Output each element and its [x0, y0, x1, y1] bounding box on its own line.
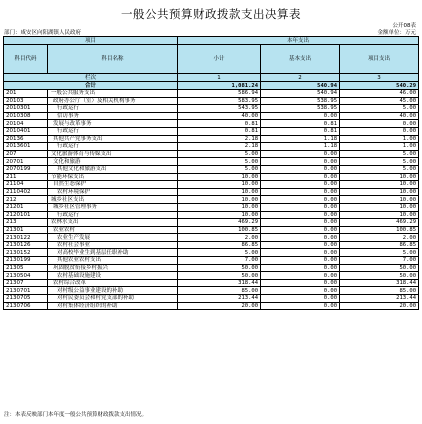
row-basic: 0.00	[261, 196, 340, 204]
row-subtotal: 85.00	[178, 287, 261, 295]
table-row	[4, 279, 419, 287]
row-basic: 0.00	[261, 181, 340, 189]
header-item: 项目	[4, 37, 178, 45]
row-project: 1.00	[340, 135, 419, 143]
table-row	[4, 287, 419, 295]
row-code: 211	[4, 173, 48, 181]
row-basic: 0.00	[261, 272, 340, 280]
row-subtotal: 40.00	[178, 112, 261, 120]
table-row	[4, 295, 419, 303]
row-project: 50.00	[340, 272, 419, 280]
table-row	[4, 158, 419, 166]
row-subtotal: 10.00	[178, 211, 261, 219]
row-subtotal: 586.94	[178, 90, 261, 98]
row-subtotal: 10.00	[178, 188, 261, 196]
row-code: 2130504	[4, 272, 48, 280]
table-row	[4, 249, 419, 257]
row-code: 20104	[4, 120, 48, 128]
row-name: 自然生态保护	[48, 181, 178, 189]
row-project: 318.44	[340, 279, 419, 287]
row-name: 行政运行	[48, 143, 178, 151]
col-1: 1	[178, 74, 261, 82]
row-project: 0.00	[340, 127, 419, 135]
row-basic: 0.00	[261, 158, 340, 166]
table-row	[4, 120, 419, 128]
col-2: 2	[261, 74, 340, 82]
row-subtotal: 0.81	[178, 127, 261, 135]
table-row	[4, 302, 419, 310]
row-code: 21201	[4, 203, 48, 211]
row-name: 发展与改革事务	[48, 120, 178, 128]
row-name: 其他共产党事务支出	[48, 135, 178, 143]
header-current: 本年支出	[178, 37, 419, 45]
row-name: 城乡社区管理事务	[48, 203, 178, 211]
row-project: 1.00	[340, 143, 419, 151]
unit-label: 金额单位：万元	[377, 30, 416, 36]
row-project: 5.00	[340, 158, 419, 166]
row-code: 2130122	[4, 234, 48, 242]
row-name: 农村环境保护	[48, 188, 178, 196]
form-number: 公开08表	[392, 23, 416, 29]
row-project: 0.00	[340, 120, 419, 128]
table-row	[4, 188, 419, 196]
row-name: 对村集体经济组织的补助	[48, 302, 178, 310]
row-subtotal: 10.00	[178, 196, 261, 204]
expenditure-table	[3, 36, 419, 310]
row-name: 农村综合改革	[48, 279, 178, 287]
table-row	[4, 196, 419, 204]
row-subtotal: 10.00	[178, 203, 261, 211]
row-basic: 1.18	[261, 143, 340, 151]
header-project: 项目支出	[340, 45, 419, 74]
row-name: 城乡社区支出	[48, 196, 178, 204]
row-name: 行政运行	[48, 105, 178, 113]
row-project: 10.00	[340, 196, 419, 204]
row-name: 一般公共服务支出	[48, 90, 178, 98]
row-code: 2130705	[4, 295, 48, 303]
row-subtotal: 5.00	[178, 249, 261, 257]
table-row	[4, 203, 419, 211]
row-project: 5.00	[340, 150, 419, 158]
header-row-1	[4, 37, 419, 45]
total-project: 540.29	[340, 82, 419, 90]
row-basic: 0.00	[261, 302, 340, 310]
row-subtotal: 5.00	[178, 158, 261, 166]
row-code: 21104	[4, 181, 48, 189]
row-code: 2130199	[4, 257, 48, 265]
row-code: 2130706	[4, 302, 48, 310]
row-code: 2013601	[4, 143, 48, 151]
row-name: 文化和旅游	[48, 158, 178, 166]
table-body	[4, 37, 419, 310]
row-name: 信访事务	[48, 112, 178, 120]
row-subtotal: 583.95	[178, 97, 261, 105]
row-project: 5.00	[340, 165, 419, 173]
row-code: 213	[4, 219, 48, 227]
header-subtotal: 小计	[178, 45, 261, 74]
row-subtotal: 2.18	[178, 143, 261, 151]
row-code: 2010401	[4, 127, 48, 135]
table-row	[4, 241, 419, 249]
row-basic: 0.00	[261, 226, 340, 234]
row-code: 2070199	[4, 165, 48, 173]
row-name: 节能环保支出	[48, 173, 178, 181]
row-code: 207	[4, 150, 48, 158]
row-subtotal: 50.00	[178, 264, 261, 272]
row-name: 其他农业农村支出	[48, 257, 178, 265]
row-name: 其他文化和旅游支出	[48, 165, 178, 173]
column-number-row	[4, 74, 419, 82]
table-row	[4, 173, 419, 181]
row-name: 对村级公益事业建设的补助	[48, 287, 178, 295]
col-label: 栏次	[4, 74, 178, 82]
footnote: 注：本表反映部门本年度一般公共预算财政拨款支出情况。	[4, 412, 148, 418]
row-basic: 0.00	[261, 234, 340, 242]
table-row	[4, 181, 419, 189]
row-project: 100.85	[340, 226, 419, 234]
row-code: 20103	[4, 97, 48, 105]
row-project: 45.00	[340, 97, 419, 105]
total-row	[4, 82, 419, 90]
row-project: 2.00	[340, 234, 419, 242]
table-row	[4, 226, 419, 234]
row-basic: 0.00	[261, 173, 340, 181]
row-basic: 0.00	[261, 295, 340, 303]
row-project: 5.00	[340, 249, 419, 257]
row-project: 85.00	[340, 287, 419, 295]
header-basic: 基本支出	[261, 45, 340, 74]
row-subtotal: 0.81	[178, 120, 261, 128]
table-row	[4, 105, 419, 113]
row-code: 2110402	[4, 188, 48, 196]
row-basic: 538.95	[261, 97, 340, 105]
row-code: 20136	[4, 135, 48, 143]
table-row	[4, 143, 419, 151]
row-basic: 1.18	[261, 135, 340, 143]
row-code: 201	[4, 90, 48, 98]
row-basic: 0.00	[261, 249, 340, 257]
table-row	[4, 90, 419, 98]
row-code: 2010308	[4, 112, 48, 120]
row-basic: 0.00	[261, 203, 340, 211]
row-basic: 0.00	[261, 211, 340, 219]
row-name: 农业农村	[48, 226, 178, 234]
row-name: 农村基础设施建设	[48, 272, 178, 280]
table-row	[4, 150, 419, 158]
row-code: 20701	[4, 158, 48, 166]
row-name: 农林水支出	[48, 219, 178, 227]
row-project: 46.00	[340, 90, 419, 98]
total-basic: 540.94	[261, 82, 340, 90]
table-row	[4, 219, 419, 227]
row-name: 农业生产发展	[48, 234, 178, 242]
row-basic: 0.00	[261, 264, 340, 272]
row-code: 2130701	[4, 287, 48, 295]
row-basic: 0.00	[261, 241, 340, 249]
table-row	[4, 272, 419, 280]
row-project: 40.00	[340, 112, 419, 120]
row-name: 农村社会事业	[48, 241, 178, 249]
table-row	[4, 211, 419, 219]
row-project: 5.00	[340, 105, 419, 113]
table-row	[4, 257, 419, 265]
row-subtotal: 213.44	[178, 295, 261, 303]
row-subtotal: 100.85	[178, 226, 261, 234]
row-project: 10.00	[340, 203, 419, 211]
row-subtotal: 7.00	[178, 257, 261, 265]
row-code: 2130126	[4, 241, 48, 249]
row-basic: 0.81	[261, 120, 340, 128]
row-project: 10.00	[340, 173, 419, 181]
table-row	[4, 127, 419, 135]
table-row	[4, 234, 419, 242]
row-subtotal: 2.00	[178, 234, 261, 242]
row-subtotal: 5.00	[178, 150, 261, 158]
row-name: 对村民委员会和村党支部的补助	[48, 295, 178, 303]
row-project: 10.00	[340, 181, 419, 189]
row-basic: 0.00	[261, 165, 340, 173]
row-name: 文化旅游体育与传媒支出	[48, 150, 178, 158]
row-project: 10.00	[340, 188, 419, 196]
row-project: 50.00	[340, 264, 419, 272]
row-project: 7.00	[340, 257, 419, 265]
row-code: 21307	[4, 279, 48, 287]
row-subtotal: 318.44	[178, 279, 261, 287]
row-code: 2130152	[4, 249, 48, 257]
row-project: 213.44	[340, 295, 419, 303]
row-basic: 538.95	[261, 105, 340, 113]
total-label: 合计	[4, 82, 178, 90]
row-name: 行政运行	[48, 211, 178, 219]
table-row	[4, 97, 419, 105]
row-basic: 0.00	[261, 279, 340, 287]
col-3: 3	[340, 74, 419, 82]
row-basic: 0.00	[261, 188, 340, 196]
row-name: 行政运行	[48, 127, 178, 135]
header-row-2	[4, 45, 419, 74]
row-project: 86.85	[340, 241, 419, 249]
row-code: 2120101	[4, 211, 48, 219]
meta-row	[4, 28, 416, 35]
row-basic: 0.00	[261, 112, 340, 120]
row-subtotal: 5.00	[178, 165, 261, 173]
department-label: 部门：咸安区向阳湖镇人民政府	[4, 30, 82, 36]
row-basic: 0.00	[261, 150, 340, 158]
row-basic: 0.81	[261, 127, 340, 135]
header-name: 科目名称	[48, 45, 178, 74]
table-row	[4, 112, 419, 120]
row-code: 21305	[4, 264, 48, 272]
row-basic: 0.00	[261, 219, 340, 227]
row-name: 政府办公厅（室）及相关机构事务	[48, 97, 178, 105]
table-row	[4, 135, 419, 143]
row-name: 巩固脱贫衔接乡村振兴	[48, 264, 178, 272]
page-title: 一般公共预算财政拨款支出决算表	[121, 7, 301, 21]
row-code: 21301	[4, 226, 48, 234]
row-basic: 540.94	[261, 90, 340, 98]
row-code: 2010301	[4, 105, 48, 113]
table-row	[4, 264, 419, 272]
row-subtotal: 469.29	[178, 219, 261, 227]
row-code: 212	[4, 196, 48, 204]
row-subtotal: 2.18	[178, 135, 261, 143]
row-project: 10.00	[340, 211, 419, 219]
row-project: 20.00	[340, 302, 419, 310]
table-row	[4, 165, 419, 173]
row-subtotal: 543.95	[178, 105, 261, 113]
row-subtotal: 20.00	[178, 302, 261, 310]
header-code: 科目代码	[4, 45, 48, 74]
row-subtotal: 10.00	[178, 181, 261, 189]
row-name: 对高校毕业生到基层任职补助	[48, 249, 178, 257]
row-subtotal: 10.00	[178, 173, 261, 181]
row-subtotal: 86.85	[178, 241, 261, 249]
row-subtotal: 50.00	[178, 272, 261, 280]
row-project: 469.29	[340, 219, 419, 227]
row-basic: 0.00	[261, 287, 340, 295]
total-subtotal: 1,081.24	[178, 82, 261, 90]
row-basic: 0.00	[261, 257, 340, 265]
